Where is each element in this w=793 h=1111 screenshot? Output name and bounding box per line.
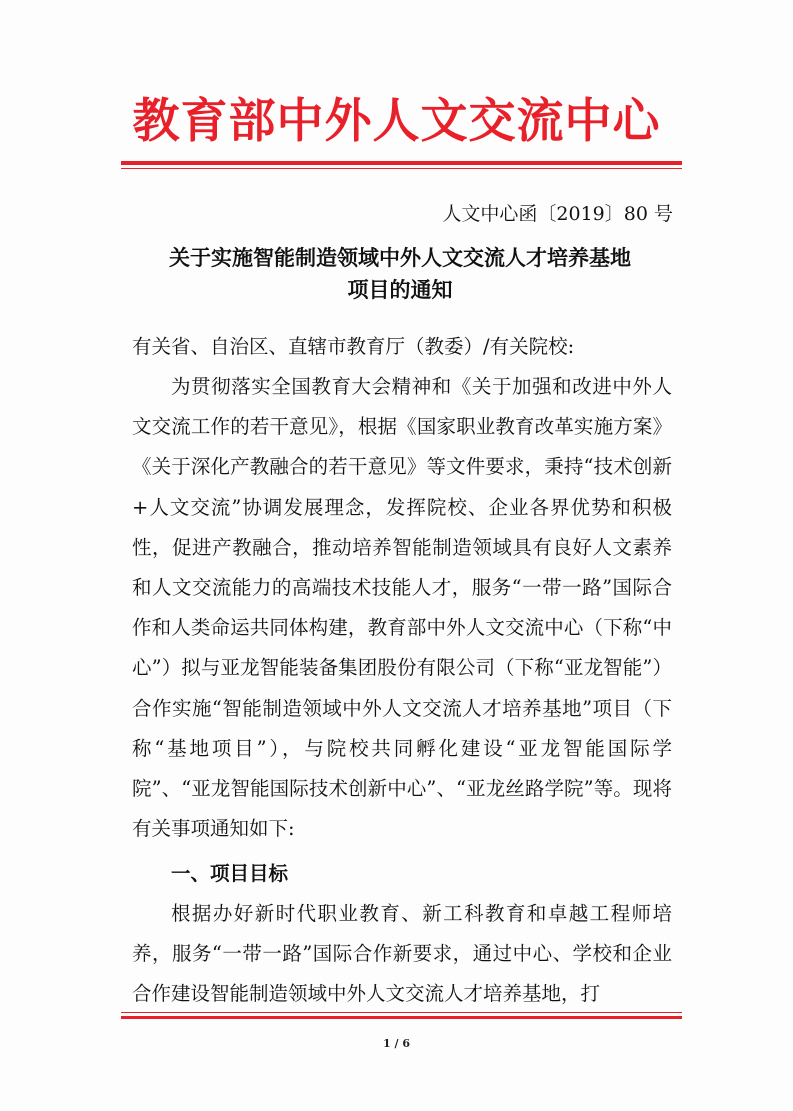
body-paragraph-2 (132, 894, 672, 1015)
paragraph-text: 根据办好新时代职业教育、新工科教育和卓越工程师培养，服务“一带一路”国际合作新要求，通过中心、学校和企业合作建设智能制造领域中外人文交流人才培养基地，打 (132, 902, 672, 1006)
document-title-line-2: 项目的通知 (347, 278, 453, 302)
page-number: 1 / 6 (383, 1037, 410, 1050)
body-paragraph-1 (132, 367, 672, 849)
issuer-letterhead-title: 教育部中外人文交流中心 (132, 94, 661, 149)
paragraph-text: 为贯彻落实全国教育大会精神和《关于加强和改进中外人文交流工作的若干意见》，根据《国家职业教育改革实施方案》《关于深化产教融合的若干意见》等文件要求，秉持“技术创新+人文交流”协调发展理念，发挥院校、企业各界优势和积极性，促进产教融合，推动培养智能制造领域具有良好人文素养和人文交流能力的高端技术技能人才，服务“一带一路”国际合作和人类命运共同体构建，教育部中外人文交流中心（下称“中心”）拟与亚龙智能装备集团股份有限公司（下称“亚龙智能”）合作实施“智能制造领域中外人文交流人才培养基地”项目（下称“基地项目”），与院校共同孵化建设“亚龙智能国际学院”、“亚龙智能国际技术创新中心”、“亚龙丝路学院”等。现将有关事项通知如下: (132, 375, 672, 841)
salutation: 有关省、自治区、直辖市教育厅（教委）/有关院校: (132, 335, 575, 358)
footer-red-rule-thin (121, 1012, 682, 1013)
footer-red-rule-thick (121, 1016, 682, 1019)
document-number: 人文中心函〔2019〕80 号 (442, 203, 673, 225)
document-title-line-1: 关于实施智能制造领域中外人文交流人才培养基地 (169, 246, 631, 270)
section-heading-1: 一、项目目标 (171, 862, 289, 885)
letterhead-red-rule-thin (121, 168, 682, 169)
letterhead-red-rule-thick (121, 161, 682, 165)
